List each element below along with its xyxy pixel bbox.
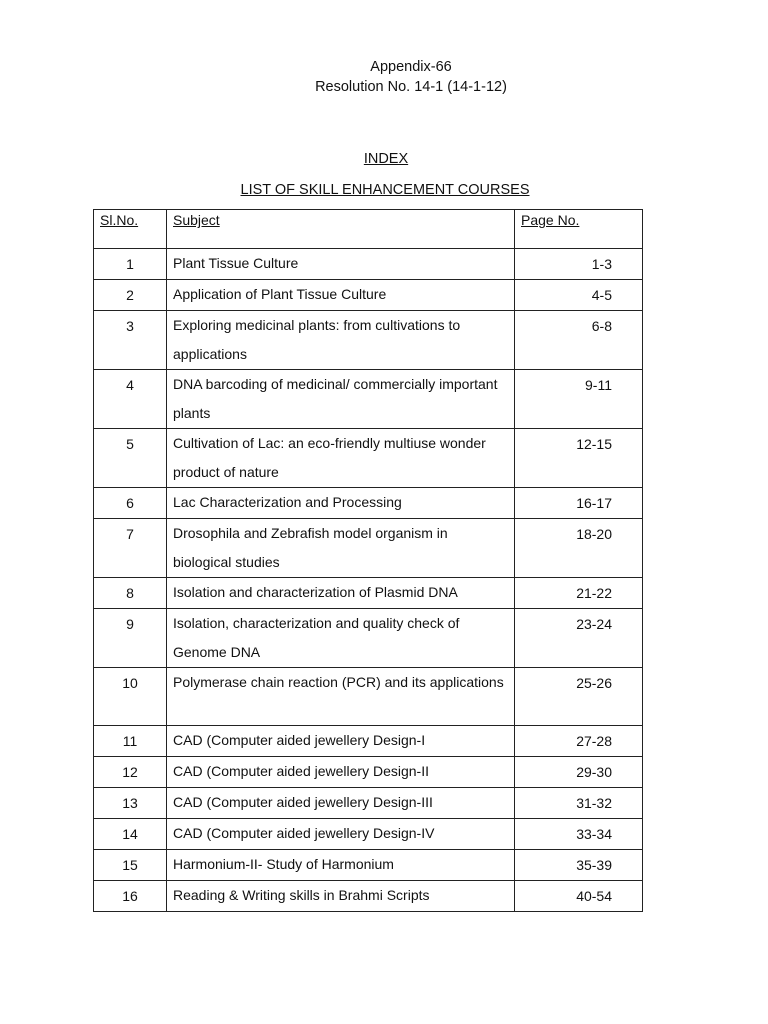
row-page-range: 12-15 xyxy=(515,429,643,488)
row-sl-no: 14 xyxy=(94,819,167,850)
row-sl-no: 6 xyxy=(94,488,167,519)
row-subject: Application of Plant Tissue Culture xyxy=(167,280,515,311)
table-row xyxy=(94,578,643,609)
table-row xyxy=(94,519,643,578)
row-sl-no: 16 xyxy=(94,881,167,912)
row-sl-no: 4 xyxy=(94,370,167,429)
table-row xyxy=(94,819,643,850)
header-page-no: Page No. xyxy=(515,210,643,249)
row-subject: DNA barcoding of medicinal/ commercially important plants xyxy=(167,370,515,429)
row-page-range: 29-30 xyxy=(515,757,643,788)
table-row xyxy=(94,757,643,788)
row-sl-no: 8 xyxy=(94,578,167,609)
row-page-range: 6-8 xyxy=(515,311,643,370)
row-page-range: 33-34 xyxy=(515,819,643,850)
table-row xyxy=(94,881,643,912)
row-subject: CAD (Computer aided jewellery Design-I xyxy=(167,726,515,757)
row-subject: Drosophila and Zebrafish model organism in biological studies xyxy=(167,519,515,578)
table-row xyxy=(94,488,643,519)
row-page-range: 31-32 xyxy=(515,788,643,819)
row-subject: Exploring medicinal plants: from cultivations to applications xyxy=(167,311,515,370)
row-subject: Cultivation of Lac: an eco-friendly multiuse wonder product of nature xyxy=(167,429,515,488)
row-sl-no: 9 xyxy=(94,609,167,668)
row-page-range: 4-5 xyxy=(515,280,643,311)
appendix-title: Appendix-66 xyxy=(370,59,452,75)
row-sl-no: 1 xyxy=(94,249,167,280)
header-subject: Subject xyxy=(167,210,515,249)
row-sl-no: 5 xyxy=(94,429,167,488)
row-page-range: 21-22 xyxy=(515,578,643,609)
courses-table xyxy=(93,209,643,912)
row-page-range: 40-54 xyxy=(515,881,643,912)
table-row xyxy=(94,726,643,757)
row-page-range: 9-11 xyxy=(515,370,643,429)
resolution-number: Resolution No. 14-1 (14-1-12) xyxy=(315,79,507,95)
row-sl-no: 3 xyxy=(94,311,167,370)
row-subject: Reading & Writing skills in Brahmi Scripts xyxy=(167,881,515,912)
row-sl-no: 12 xyxy=(94,757,167,788)
row-subject: CAD (Computer aided jewellery Design-II xyxy=(167,757,515,788)
row-subject: Lac Characterization and Processing xyxy=(167,488,515,519)
row-subject: Isolation, characterization and quality check of Genome DNA xyxy=(167,609,515,668)
row-page-range: 1-3 xyxy=(515,249,643,280)
row-subject: CAD (Computer aided jewellery Design-IV xyxy=(167,819,515,850)
header-sl-no: Sl.No. xyxy=(94,210,167,249)
table-row xyxy=(94,311,643,370)
row-sl-no: 10 xyxy=(94,668,167,726)
row-sl-no: 7 xyxy=(94,519,167,578)
table-row xyxy=(94,788,643,819)
row-page-range: 23-24 xyxy=(515,609,643,668)
index-heading: INDEX xyxy=(363,151,409,167)
table-row xyxy=(94,429,643,488)
row-sl-no: 13 xyxy=(94,788,167,819)
row-page-range: 16-17 xyxy=(515,488,643,519)
table-row xyxy=(94,668,643,726)
row-page-range: 27-28 xyxy=(515,726,643,757)
row-subject: Isolation and characterization of Plasmid DNA xyxy=(167,578,515,609)
row-subject: Plant Tissue Culture xyxy=(167,249,515,280)
row-page-range: 18-20 xyxy=(515,519,643,578)
table-row xyxy=(94,609,643,668)
row-page-range: 25-26 xyxy=(515,668,643,726)
table-row xyxy=(94,249,643,280)
table-row xyxy=(94,850,643,881)
row-subject: CAD (Computer aided jewellery Design-III xyxy=(167,788,515,819)
row-sl-no: 2 xyxy=(94,280,167,311)
list-title: LIST OF SKILL ENHANCEMENT COURSES xyxy=(240,182,530,198)
table-row xyxy=(94,280,643,311)
table-header-row xyxy=(94,210,643,249)
row-sl-no: 15 xyxy=(94,850,167,881)
row-subject: Harmonium-II- Study of Harmonium xyxy=(167,850,515,881)
row-subject: Polymerase chain reaction (PCR) and its applications xyxy=(167,668,515,726)
row-page-range: 35-39 xyxy=(515,850,643,881)
row-sl-no: 11 xyxy=(94,726,167,757)
table-row xyxy=(94,370,643,429)
